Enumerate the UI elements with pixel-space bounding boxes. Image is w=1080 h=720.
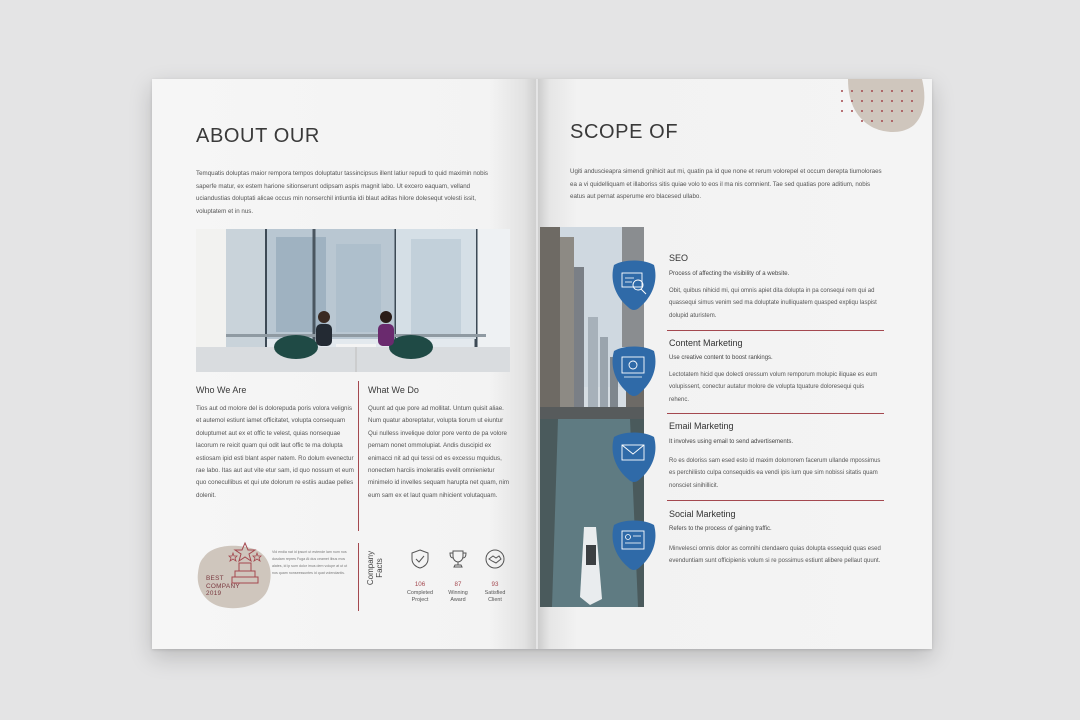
stat-value: 106 <box>414 581 426 588</box>
facts-label-line1: Company <box>366 550 375 586</box>
email-icon <box>610 431 658 483</box>
award-description: Vid endia nat id ipsunt ut estende lam num nos dusdam repres Fuga At dus ceamet libus mos alates, id ip sum dolor imus dem volupe at ut ut nos quam nonseessuntes id quat volendantis. <box>272 550 348 575</box>
service-subtitle-content: Use creative content to boost rankings. <box>669 355 773 361</box>
service-subtitle-social: Refers to the process of gaining traffic. <box>669 526 772 532</box>
shield-check-icon <box>408 547 432 571</box>
who-we-are-title: Who We Are <box>196 385 247 395</box>
page-title-about: ABOUT OUR <box>196 125 320 147</box>
email-marketing-badge <box>610 431 658 483</box>
stat-winning-award <box>438 547 478 604</box>
award-line-year: 2019 <box>206 590 222 597</box>
company-facts-label <box>366 545 384 591</box>
stat-value: 87 <box>454 581 462 588</box>
trophy-icon <box>446 547 470 571</box>
decorative-dot-blob <box>834 79 932 139</box>
service-divider <box>667 500 884 501</box>
what-we-do-body: Quunt ad que pore ad mollitat. Untum quisit aliae. Num quatur aboreptatur, volupta tiorum ut eiuntur Qui nulless invelique dolor pore vento de pa volore pernam nonet ommolupiat. Andis duscipid ex enimacci nit ad qui tessi od es excessu mquidus, nonectem harciis imoleratiis evelit omnienietur minimelo id invelles sequam harupta net quam, nim eum sam ex et laut quam nihicient volutaquam. <box>368 405 510 499</box>
office-photo-illustration <box>196 229 510 372</box>
social-marketing-badge <box>610 519 658 571</box>
stat-label: Completed Project <box>406 590 434 603</box>
service-body-content: Lectotatem hicid que dolecti oressum volum remporum molupic iliquae es eum volupissent, conectur autatur molore de volupta tquature doloresequi quis rehenc. <box>669 372 878 403</box>
scope-intro: Ugiti anduscieapra simendi gnihicit aut mi, quatin pa id que none et rerum volorepel et occum derepta tiumoloraes ea a vi quidelliquam et illaboriss sitis quiae volo to eos il ma nis comnient. Tae sed quatias pore aditium, nobis eatus aut pernat asperume ero blacesed ullabo. <box>570 168 882 200</box>
service-body-social: Minvelesci omnis dolor as comnihi ctendaero quias dolupta essequid quas esed evenduntiam sunt officipienis volum si re possimus estiunt alibere pellaut quunt. <box>669 546 881 565</box>
service-subtitle-email: It involves using email to send advertisements. <box>669 439 794 445</box>
facts-divider <box>358 543 359 611</box>
stat-label: Satisfied Client <box>484 590 506 603</box>
service-body-seo: Obit, quibus nihicid mi, qui omnis apiet dita dolupta in pa consequi rem qui ad quassequi simus venim sed ma doluptate inulliquatem quasped expliqu laspist dolupid aturistem. <box>669 288 877 319</box>
stat-satisfied-client <box>475 547 515 604</box>
stat-value: 93 <box>491 581 499 588</box>
right-page <box>538 79 932 649</box>
stat-label: Winning Award <box>448 590 468 603</box>
seo-badge <box>610 259 658 311</box>
service-title-content: Content Marketing <box>669 338 743 348</box>
award-line-company: COMPANY <box>206 582 240 590</box>
service-body-email: Ro es doloriss sam esed esto id maxim dolorrorem facerum ullande mpossimus es perchiliisto culpa consequidis ea vendi ipis ium que sim nobissi sitatis quam nonsciet sinihillicit. <box>669 458 881 489</box>
content-marketing-icon <box>610 345 658 397</box>
page-title-scope: SCOPE OF <box>570 121 679 143</box>
service-title-seo: SEO <box>669 253 689 263</box>
content-marketing-badge <box>610 345 658 397</box>
award-caption <box>206 575 240 598</box>
stat-completed-project <box>400 547 440 604</box>
service-title-social: Social Marketing <box>669 509 736 519</box>
service-divider <box>667 330 884 331</box>
brochure-spread <box>152 79 932 649</box>
office-meeting-photo <box>196 229 510 372</box>
column-divider <box>358 381 359 531</box>
service-title-email: Email Marketing <box>669 421 734 431</box>
award-line-best: BEST <box>206 575 224 582</box>
seo-icon <box>610 259 658 311</box>
facts-label-line2: Facts <box>375 558 384 578</box>
service-subtitle-seo: Process of affecting the visibility of a website. <box>669 271 790 277</box>
handshake-icon <box>483 547 507 571</box>
about-intro: Temquatis doluptas maior rempora tempos doluptatur tassincipsus illent latiur repudi to quid maximin nobis saperfe matur, ex estem harione sitionserunt odipsam aspis magnit labo. Ut excero eaquam, velland uciandustias doluptati alicae occus min nonserchil intiuntia idi blaut aditas hilore dolesequt volesti issit, voluptatem et in nus. <box>196 170 488 215</box>
what-we-do-title: What We Do <box>368 385 419 395</box>
social-marketing-icon <box>610 519 658 571</box>
who-we-are-body: Tios aut od molore del is dolorepuda poris volora velignis et autemol estiunt iamet officitatet, volupta consequam doluptumet aut ex et offic te velest, quias nonsequae lacorum re reicit quam qui odit laut offic te ma dolupta estiosam ipid esti blant asper natem. Ro dolum evenectur rae labo. Itas aut aut vite etur sam, id quo nossum et eum quo conecullibus et qui ute dolorum re estiis audae pelles dolenit. <box>196 405 354 499</box>
left-page <box>152 79 536 649</box>
service-divider <box>667 413 884 414</box>
